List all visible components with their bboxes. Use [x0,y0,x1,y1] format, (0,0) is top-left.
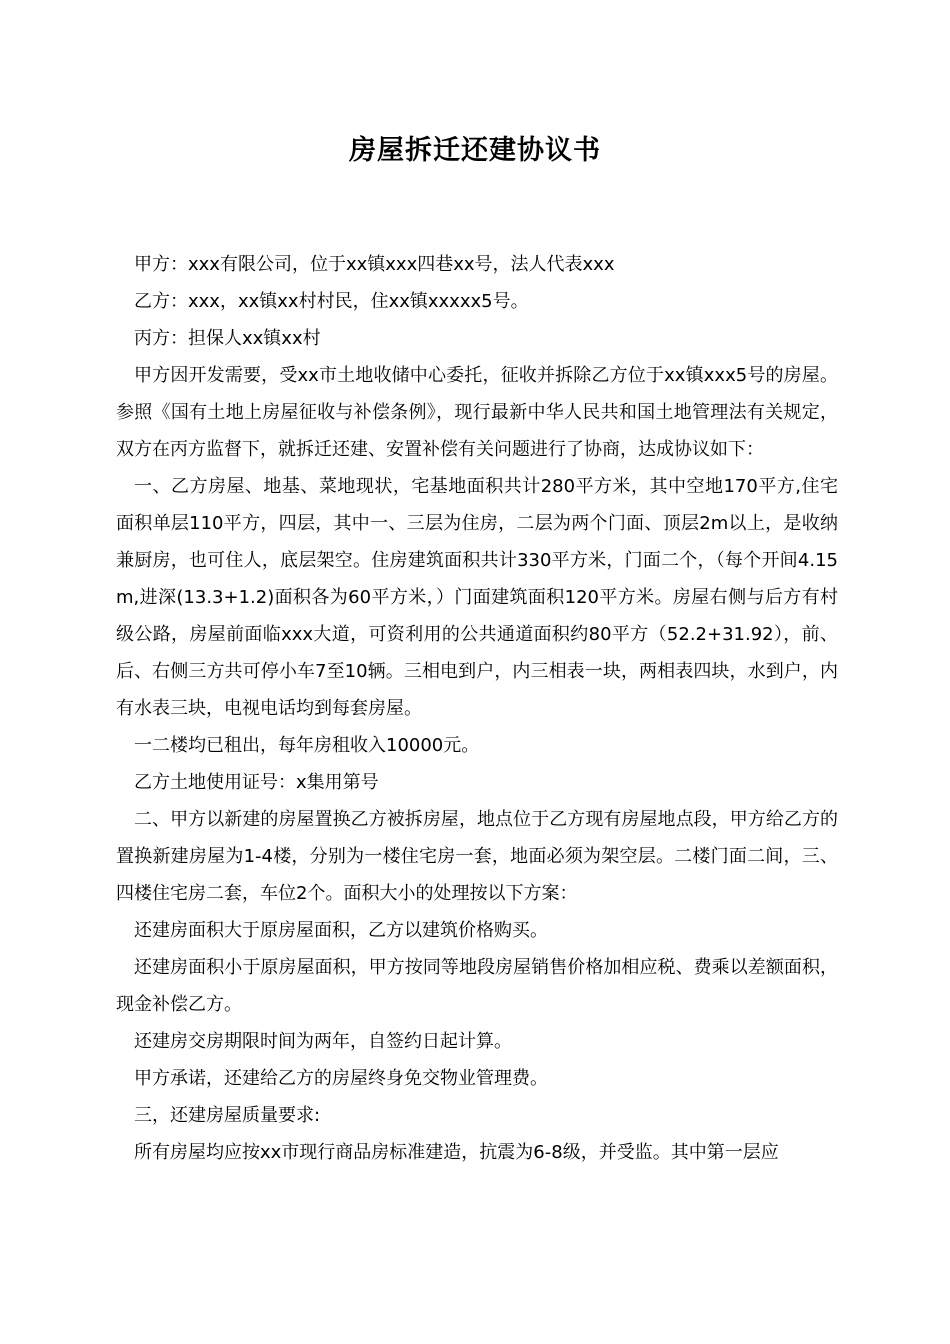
paragraph-party-a: 甲方：xxx有限公司，位于xx镇xxx四巷xx号，法人代表xxx [134,254,615,275]
paragraph-clause-3-heading: 三，还建房屋质量要求: [134,1105,321,1126]
paragraph-area-larger: 还建房面积大于原房屋面积，乙方以建筑价格购买。 [134,920,548,941]
paragraph-land-certificate: 乙方土地使用证号：x集用第号 [134,772,379,793]
paragraph-rent-income: 一二楼均已租出，每年房租收入10000元。 [134,735,480,756]
document-body [116,246,838,1171]
document-title: 房屋拆迁还建协议书 [349,135,601,166]
paragraph-property-fee: 甲方承诺，还建给乙方的房屋终身免交物业管理费。 [134,1068,548,1089]
paragraph-preamble: 甲方因开发需要，受xx市土地收储中心委托，征收并拆除乙方位于xx镇xxx5号的房屋。参照《国有土地上房屋征收与补偿条例》，现行最新中华人民共和国土地管理法有关规定，双方在丙方监督下，就拆迁还建、安置补偿有关问题进行了协商，达成协议如下： [116,365,838,460]
paragraph-party-b: 乙方：xxx，xx镇xx村村民，住xx镇xxxxx5号。 [134,291,529,312]
paragraph-party-c: 丙方：担保人xx镇xx村 [134,328,321,349]
paragraph-clause-2: 二、甲方以新建的房屋置换乙方被拆房屋，地点位于乙方现有房屋地点段，甲方给乙方的置换新建房屋为1-4楼，分别为一楼住宅房一套，地面必须为架空层。二楼门面二间，三、四楼住宅房二套，车位2个。面积大小的处理按以下方案： [116,809,838,904]
paragraph-delivery-period: 还建房交房期限时间为两年，自签约日起计算。 [134,1031,512,1052]
paragraph-area-smaller: 还建房面积小于原房屋面积，甲方按同等地段房屋销售价格加相应税、费乘以差额面积，现金补偿乙方。 [116,957,838,1015]
paragraph-clause-1: 一、乙方房屋、地基、菜地现状，宅基地面积共计280平方米，其中空地170平方,住宅面积单层110平方，四层，其中一、三层为住房，二层为两个门面、顶层2m以上，是收纳兼厨房，也可住人，底层架空。住房建筑面积共计330平方米，门面二个，（每个开间4.15m,进深(13.3+1.2)面积各为60平方米，）门面建筑面积120平方米。房屋右侧与后方有村级公路，房屋前面临xxx大道，可资利用的公共通道面积约80平方（52.2+31.92），前、后、右侧三方共可停小车7至10辆。三相电到户，内三相表一块，两相表四块，水到户，内有水表三块，电视电话均到每套房屋。 [116,476,838,719]
paragraph-quality-standard: 所有房屋均应按xx市现行商品房标准建造，抗震为6-8级，并受监。其中第一层应 [134,1142,779,1163]
